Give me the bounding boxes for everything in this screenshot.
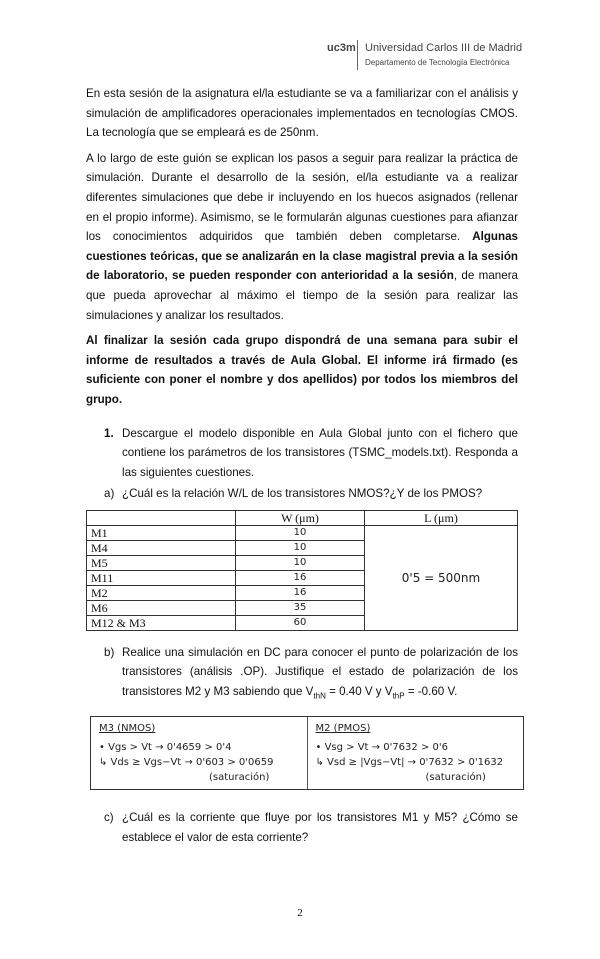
transistor-name: M2 [87, 585, 236, 600]
question-b [104, 643, 518, 706]
qb-text: = 0.40 V y V [325, 685, 393, 699]
w-value: 10 [236, 525, 365, 540]
department-name: Departamento de Tecnología Electrónica [365, 58, 510, 67]
answer-line: ↳ Vds ≥ Vgs−Vt → 0'603 > 0'0659 [99, 756, 274, 768]
transistor-name: M6 [87, 600, 236, 615]
question-b-text [122, 643, 518, 706]
answer-line: (saturación) [425, 771, 486, 783]
answer-line: • Vsg > Vt → 0'7632 > 0'6 [315, 741, 448, 753]
question-a-label: a) [104, 487, 115, 501]
w-value: 16 [236, 585, 365, 600]
instructions-paragraph [86, 149, 518, 325]
question-a-text: ¿Cuál es la relación W/L de los transistores NMOS?¿Y de los PMOS? [122, 487, 483, 501]
answer-title: M2 (PMOS) [315, 722, 371, 734]
instructions-bold: Algunas cuestiones teóricas, que se analizarán en la clase magistral previa a la sesión de laboratorio, se pueden responder con anterioridad a la sesión [86, 230, 518, 283]
transistor-name: M12 & M3 [87, 615, 236, 630]
item-text: Descargue el modelo disponible en Aula Global junto con el fichero que contiene los parámetros de los transistores (TSMC_models.txt). Responda a las siguientes cuestiones. [122, 426, 518, 479]
qb-text: = -0.60 V. [404, 685, 458, 699]
instructions-tail: , de manera que pueda aprovechar al máximo el tiempo de la sesión para realizar las simulaciones y analizar los resultados. [86, 269, 518, 322]
answer-b-box [90, 716, 524, 790]
table-header [87, 510, 236, 525]
page-content [86, 0, 518, 847]
w-value: 35 [236, 600, 365, 615]
transistor-name: M5 [87, 555, 236, 570]
item-number: 1. [104, 426, 114, 440]
answer-title: M3 (NMOS) [99, 722, 156, 734]
table-row [87, 525, 518, 540]
answer-line: (saturación) [209, 771, 270, 783]
answer-line: • Vgs > Vt → 0'4659 > 0'4 [99, 741, 232, 753]
table-header-l: L (μm) [365, 510, 518, 525]
w-value: 10 [236, 540, 365, 555]
transistor-name: M11 [87, 570, 236, 585]
w-value: 16 [236, 570, 365, 585]
answer-m3 [91, 717, 307, 789]
instructions-text: A lo largo de este guión se explican los pasos a seguir para realizar la práctica de simulación. Durante el desarrollo de la sesión, el/la estudiante va a realizar diferentes simulaciones que debe ir incluyendo en los huecos asignados (rellenar en el propio informe). Asimismo, se le formularán algunas cuestiones para afianzar los conocimientos adquiridos que también deben completarse. [86, 151, 518, 244]
intro-paragraph: En esta sesión de la asignatura el/la estudiante se va a familiarizar con el análisis y simulación de amplificadores operacionales implementados en tecnologías CMOS. La tecnología que se empleará es de 250nm. [86, 87, 518, 140]
answer-line: ↳ Vsd ≥ |Vgs−Vt| → 0'7632 > 0'1632 [315, 756, 504, 768]
qb-sub: thP [392, 691, 405, 701]
w-value: 10 [236, 555, 365, 570]
submission-paragraph: Al finalizar la sesión cada grupo dispondrá de una semana para subir el informe de resultados a través de Aula Global. El informe irá firmado (es suficiente con poner el nombre y dos apellidos) por todos los miembros del grupo. [86, 334, 518, 406]
qb-text: Realice una simulación en DC para conocer el punto de polarización de los transistores (análisis .OP). Justifique el estado de polarización de los transistores M2 y M3 sabiendo que V [122, 645, 518, 699]
wl-table [86, 510, 518, 631]
answer-m2 [307, 717, 524, 789]
page-number: 2 [297, 907, 303, 920]
qb-sub: thN [313, 691, 326, 701]
transistor-name: M1 [87, 525, 236, 540]
transistor-name: M4 [87, 540, 236, 555]
uc3m-logo: uc3m [327, 42, 356, 54]
question-a [104, 484, 518, 504]
item-1 [104, 424, 518, 483]
question-c-label: c) [104, 810, 114, 824]
question-c-text: ¿Cuál es la corriente que fluye por los transistores M1 y M5? ¿Cómo se establece el valor de esta corriente? [122, 810, 518, 844]
university-name: Universidad Carlos III de Madrid [365, 42, 523, 54]
question-c [104, 808, 518, 847]
w-value: 60 [236, 615, 365, 630]
question-b-label: b) [104, 645, 115, 659]
table-header-w: W (μm) [236, 510, 365, 525]
l-value: 0'5 = 500nm [365, 525, 518, 630]
